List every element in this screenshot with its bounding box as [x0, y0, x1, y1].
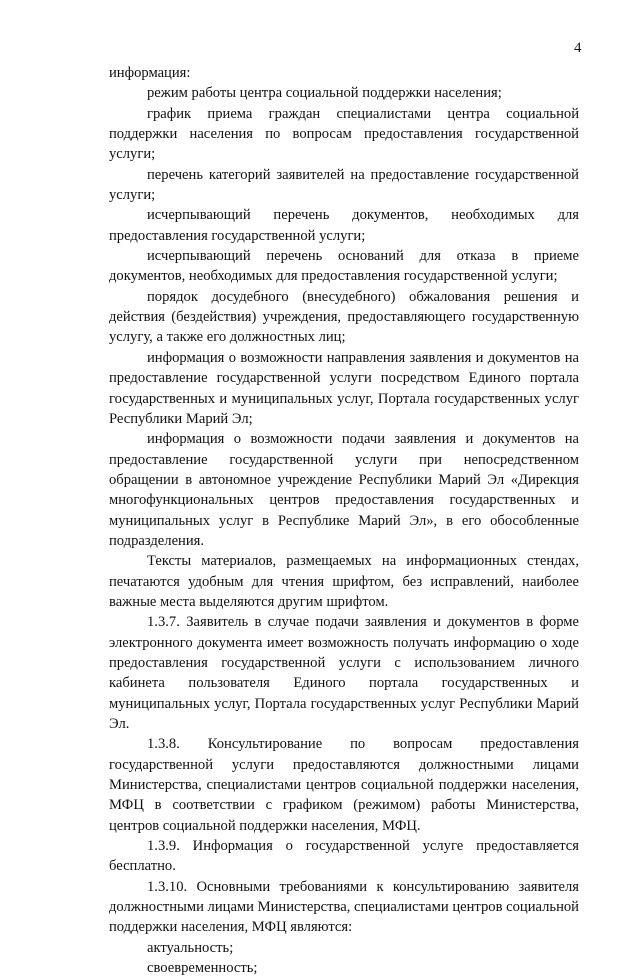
paragraph: своевременность;: [147, 960, 258, 977]
document-body: [109, 63, 579, 978]
paragraph: информация:: [109, 65, 191, 81]
paragraph: график приема граждан специалистами центра социальной поддержки населения по вопросам предоставления государственной услуги;: [109, 105, 579, 163]
paragraph: исчерпывающий перечень оснований для отказа в приеме документов, необходимых для предоставления государственной услуги;: [109, 248, 579, 285]
page-number: 4: [574, 40, 582, 56]
paragraph: перечень категорий заявителей на предоставление государственной услуги;: [109, 166, 579, 204]
paragraph: актуальность;: [147, 939, 234, 956]
paragraph: 1.3.7. Заявитель в случае подачи заявления и документов в форме электронного документа имеет возможность получать информацию о ходе предоставления государственной услуги с использованием личного кабинета пользователя Единого портала государственных и муниципальных услуг, Портала государственных услуг Республики Марий Эл.: [109, 614, 579, 732]
paragraph: 1.3.8. Консультирование по вопросам предоставления государственной услуги предоставляются должностными лицами Министерства, специалистами центров социальной поддержки населения, МФЦ в соответствии с графиком (режимом) работы Министерства, центров социальной поддержки населения, МФЦ.: [109, 736, 579, 834]
paragraph: Тексты материалов, размещаемых на информационных стендах, печатаются удобным для чтения шрифтом, без исправлений, наиболее важные места выделяются другим шрифтом.: [109, 553, 579, 610]
paragraph: режим работы центра социальной поддержки населения;: [147, 85, 502, 102]
paragraph: исчерпывающий перечень документов, необходимых для предоставления государственной услуги;: [109, 207, 579, 244]
paragraph: порядок досудебного (внесудебного) обжалования решения и действия (бездействия) учреждения, предоставляющего государственную услугу, а также его должностных лиц;: [109, 288, 579, 346]
paragraph: 1.3.9. Информация о государственной услуге предоставляется бесплатно.: [109, 838, 579, 875]
paragraph: информация о возможности подачи заявления и документов на предоставление государственной услуги при непосредственном обращении в автономное учреждение Республики Марий Эл «Дирекция многофункциональных центров предоставления государственных и муниципальных услуг в Республике Марий Эл», в его обособленные подразделения.: [109, 431, 579, 549]
paragraph: 1.3.10. Основными требованиями к консультированию заявителя должностными лицами Министерства, специалистами центров социальной поддержки населения, МФЦ являются:: [109, 878, 579, 936]
paragraph: информация о возможности направления заявления и документов на предоставление государственной услуги посредством Единого портала государственных и муниципальных услуг, Портала государственных услуг Республики Марий Эл;: [109, 349, 579, 427]
